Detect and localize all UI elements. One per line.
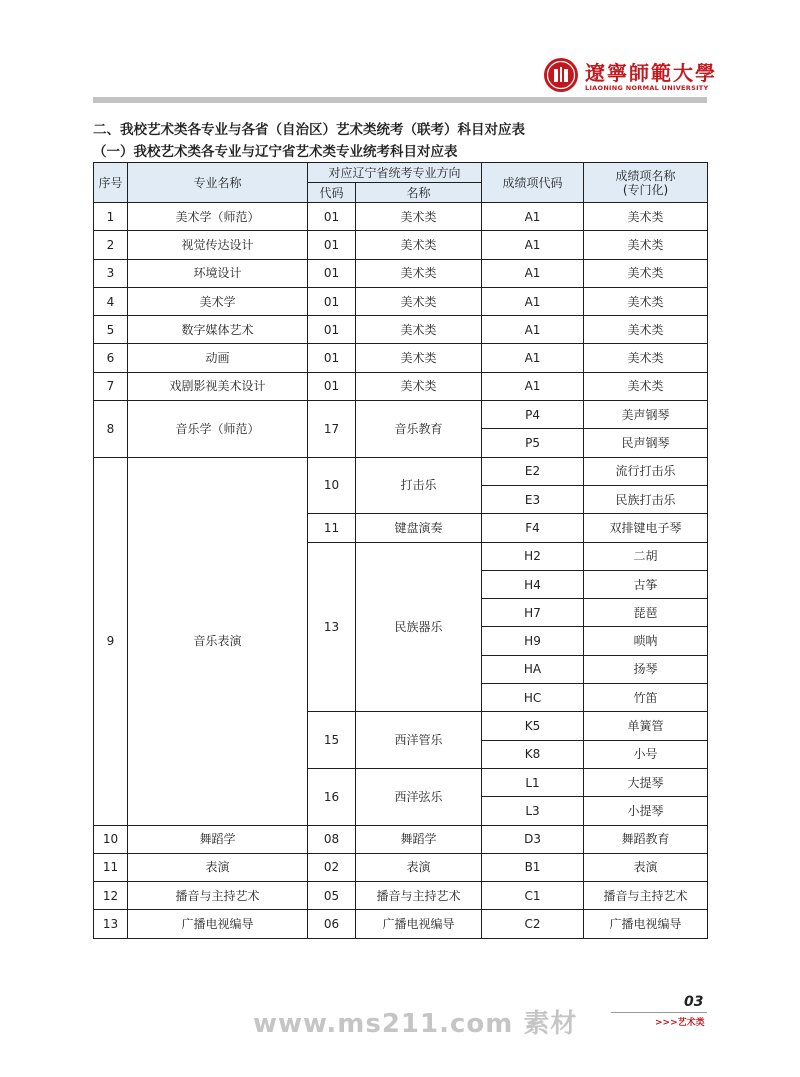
score-name-cell: 小号 — [584, 740, 708, 768]
col-header-name: 名称 — [356, 183, 482, 203]
score-name-cell: 美术类 — [584, 203, 708, 231]
major-cell: 音乐学（师范） — [128, 401, 308, 458]
subsection-heading: （一）我校艺术类各专业与辽宁省艺术类专业统考科目对应表 — [93, 144, 458, 160]
score-name-cell: 美声钢琴 — [584, 401, 708, 429]
major-cell: 表演 — [128, 853, 308, 881]
major-exam-table — [93, 162, 708, 939]
code-cell: 02 — [308, 853, 356, 881]
score-code-cell: A1 — [482, 203, 584, 231]
code-cell: 06 — [308, 910, 356, 938]
table-row — [94, 287, 708, 315]
col-header-score-name-line1: 成绩项名称 — [615, 168, 676, 183]
score-code-cell: H4 — [482, 570, 584, 598]
direction-name-cell: 美术类 — [356, 344, 482, 372]
score-name-cell: 广播电视编导 — [584, 910, 708, 938]
score-name-cell: 唢呐 — [584, 627, 708, 655]
score-name-cell: 美术类 — [584, 287, 708, 315]
direction-name-cell: 美术类 — [356, 231, 482, 259]
table-row — [94, 825, 708, 853]
code-cell: 17 — [308, 401, 356, 458]
header-divider — [93, 97, 707, 103]
major-cell: 音乐表演 — [128, 457, 308, 825]
score-code-cell: E3 — [482, 485, 584, 513]
col-header-score-code: 成绩项代码 — [482, 163, 584, 203]
code-cell: 10 — [308, 457, 356, 514]
score-name-cell: 舞蹈教育 — [584, 825, 708, 853]
code-cell: 01 — [308, 259, 356, 287]
direction-name-cell: 广播电视编导 — [356, 910, 482, 938]
col-header-score-name-line2: (专门化) — [622, 182, 669, 197]
table-row — [94, 372, 708, 400]
code-cell: 01 — [308, 231, 356, 259]
direction-name-cell: 西洋弦乐 — [356, 768, 482, 825]
code-cell: 11 — [308, 514, 356, 542]
seq-cell: 12 — [94, 882, 128, 910]
score-name-cell: 美术类 — [584, 259, 708, 287]
score-name-cell: 美术类 — [584, 344, 708, 372]
major-cell: 数字媒体艺术 — [128, 316, 308, 344]
score-name-cell: 美术类 — [584, 316, 708, 344]
score-code-cell: D3 — [482, 825, 584, 853]
seq-cell: 8 — [94, 401, 128, 458]
code-cell: 01 — [308, 344, 356, 372]
direction-name-cell: 西洋管乐 — [356, 712, 482, 769]
code-cell: 01 — [308, 372, 356, 400]
direction-name-cell: 美术类 — [356, 287, 482, 315]
code-cell: 01 — [308, 316, 356, 344]
score-name-cell: 扬琴 — [584, 655, 708, 683]
major-cell: 舞蹈学 — [128, 825, 308, 853]
table-row — [94, 882, 708, 910]
score-code-cell: H9 — [482, 627, 584, 655]
direction-name-cell: 表演 — [356, 853, 482, 881]
code-cell: 16 — [308, 768, 356, 825]
direction-name-cell: 音乐教育 — [356, 401, 482, 458]
direction-name-cell: 打击乐 — [356, 457, 482, 514]
code-cell: 15 — [308, 712, 356, 769]
seq-cell: 2 — [94, 231, 128, 259]
score-code-cell: K5 — [482, 712, 584, 740]
score-name-cell: 单簧管 — [584, 712, 708, 740]
seq-cell: 6 — [94, 344, 128, 372]
score-code-cell: E2 — [482, 457, 584, 485]
major-cell: 美术学（师范） — [128, 203, 308, 231]
score-name-cell: 民族打击乐 — [584, 485, 708, 513]
score-code-cell: C1 — [482, 882, 584, 910]
major-cell: 视觉传达设计 — [128, 231, 308, 259]
direction-name-cell: 美术类 — [356, 316, 482, 344]
code-cell: 01 — [308, 287, 356, 315]
code-cell: 08 — [308, 825, 356, 853]
score-name-cell: 美术类 — [584, 231, 708, 259]
col-header-liaoning-direction: 对应辽宁省统考专业方向 — [308, 163, 482, 183]
section-heading: 二、我校艺术类各专业与各省（自治区）艺术类统考（联考）科目对应表 — [93, 122, 525, 138]
table-row — [94, 401, 708, 429]
table-row — [94, 457, 708, 485]
direction-name-cell: 美术类 — [356, 259, 482, 287]
score-name-cell: 二胡 — [584, 542, 708, 570]
seq-cell: 11 — [94, 853, 128, 881]
code-cell: 05 — [308, 882, 356, 910]
table-row — [94, 910, 708, 938]
major-cell: 美术学 — [128, 287, 308, 315]
major-cell: 广播电视编导 — [128, 910, 308, 938]
score-code-cell: HC — [482, 684, 584, 712]
col-header-score-name — [584, 163, 708, 203]
score-code-cell: F4 — [482, 514, 584, 542]
score-code-cell: K8 — [482, 740, 584, 768]
major-cell: 环境设计 — [128, 259, 308, 287]
seq-cell: 5 — [94, 316, 128, 344]
score-code-cell: A1 — [482, 287, 584, 315]
table-row — [94, 203, 708, 231]
table-row — [94, 316, 708, 344]
score-code-cell: A1 — [482, 231, 584, 259]
score-code-cell: P5 — [482, 429, 584, 457]
score-code-cell: H7 — [482, 599, 584, 627]
seq-cell: 10 — [94, 825, 128, 853]
score-code-cell: L3 — [482, 797, 584, 825]
logo-english-name: LIAONING NORMAL UNIVERSITY — [585, 84, 709, 92]
score-name-cell: 流行打击乐 — [584, 457, 708, 485]
table-row — [94, 853, 708, 881]
score-code-cell: H2 — [482, 542, 584, 570]
seq-cell: 13 — [94, 910, 128, 938]
table-row — [94, 259, 708, 287]
university-seal-icon — [543, 57, 579, 93]
score-name-cell: 播音与主持艺术 — [584, 882, 708, 910]
score-code-cell: A1 — [482, 344, 584, 372]
direction-name-cell: 播音与主持艺术 — [356, 882, 482, 910]
table-header-row — [94, 163, 708, 183]
table-row — [94, 231, 708, 259]
score-name-cell: 美术类 — [584, 372, 708, 400]
score-code-cell: C2 — [482, 910, 584, 938]
col-header-code: 代码 — [308, 183, 356, 203]
score-name-cell: 小提琴 — [584, 797, 708, 825]
seq-cell: 3 — [94, 259, 128, 287]
score-name-cell: 竹笛 — [584, 684, 708, 712]
score-code-cell: HA — [482, 655, 584, 683]
seq-cell: 4 — [94, 287, 128, 315]
direction-name-cell: 民族器乐 — [356, 542, 482, 712]
major-cell: 戏剧影视美术设计 — [128, 372, 308, 400]
code-cell: 01 — [308, 203, 356, 231]
score-code-cell: L1 — [482, 768, 584, 796]
score-name-cell: 表演 — [584, 853, 708, 881]
score-name-cell: 琵琶 — [584, 599, 708, 627]
col-header-seq: 序号 — [94, 163, 128, 203]
watermark-text: www.ms211.com 素材 — [253, 1009, 578, 1039]
col-header-major: 专业名称 — [128, 163, 308, 203]
direction-name-cell: 键盘演奏 — [356, 514, 482, 542]
major-cell: 播音与主持艺术 — [128, 882, 308, 910]
table-row — [94, 344, 708, 372]
footer-section-label: >>>艺术类 — [655, 1018, 705, 1028]
seq-cell: 1 — [94, 203, 128, 231]
footer-divider — [611, 1012, 707, 1013]
university-logo — [543, 57, 717, 99]
code-cell: 13 — [308, 542, 356, 712]
score-name-cell: 古筝 — [584, 570, 708, 598]
score-code-cell: A1 — [482, 316, 584, 344]
score-name-cell: 民声钢琴 — [584, 429, 708, 457]
score-name-cell: 双排键电子琴 — [584, 514, 708, 542]
direction-name-cell: 舞蹈学 — [356, 825, 482, 853]
seq-cell: 9 — [94, 457, 128, 825]
major-cell: 动画 — [128, 344, 308, 372]
score-code-cell: A1 — [482, 372, 584, 400]
direction-name-cell: 美术类 — [356, 372, 482, 400]
score-name-cell: 大提琴 — [584, 768, 708, 796]
seq-cell: 7 — [94, 372, 128, 400]
direction-name-cell: 美术类 — [356, 203, 482, 231]
score-code-cell: P4 — [482, 401, 584, 429]
score-code-cell: B1 — [482, 853, 584, 881]
page-number: 03 — [684, 994, 704, 1010]
logo-chinese-name: 遼寧師範大學 — [585, 61, 717, 85]
score-code-cell: A1 — [482, 259, 584, 287]
